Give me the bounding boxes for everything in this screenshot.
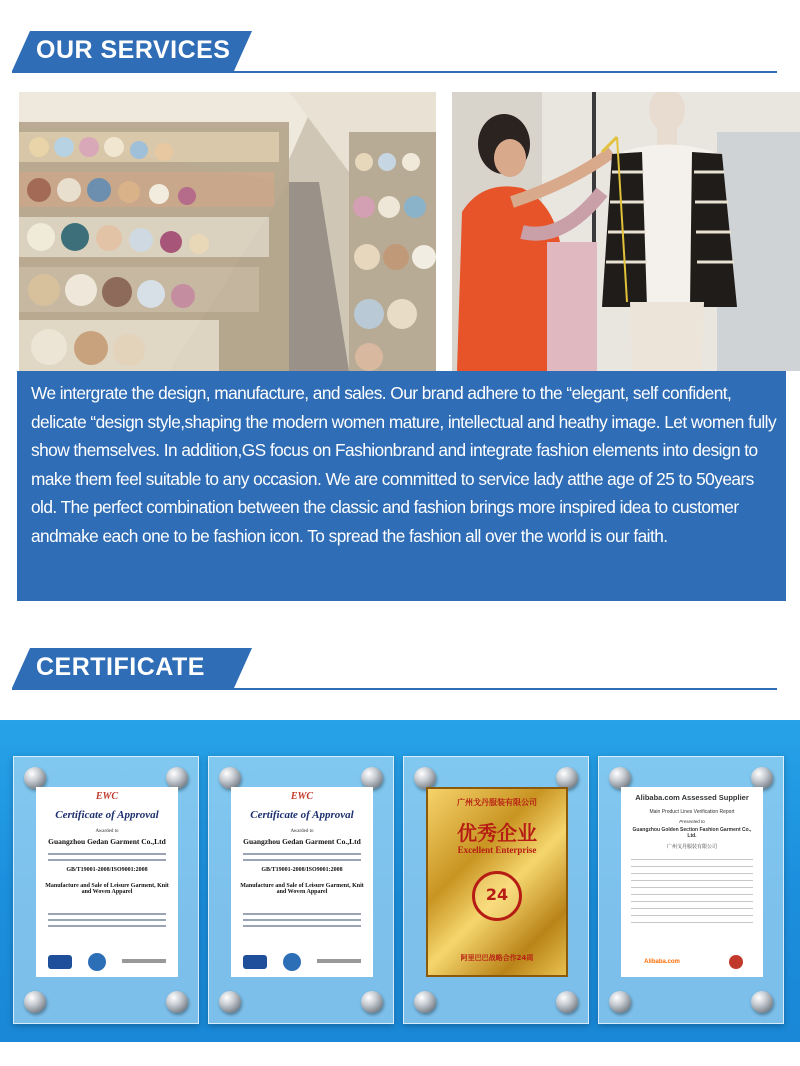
report-table-row [631,888,753,895]
frame-stud [751,767,773,789]
report-company: Guangzhou Golden Section Fashion Garment Co., Ltd. [632,827,752,839]
awarded-to-label: Awarded to [95,829,119,834]
certificate-title: Certificate of Approval [250,809,354,821]
certificate-standard: GB/T19001-2008/ISO9001:2008 [261,867,343,873]
report-table-row [631,867,753,874]
certificate-text-line [243,919,361,921]
frame-stud [361,767,383,789]
iso-certificate-paper [231,787,373,977]
plaque-company-name: 广州戈丹服装有限公司 [457,798,537,807]
frame-stud [24,767,46,789]
frame-stud [609,991,631,1013]
iso-certificate-paper [36,787,178,977]
report-presented-label: Presented to [679,819,705,824]
certificate-scope: Manufacture and Sale of Leisure Garment, Knit and Woven Apparel [240,883,364,895]
certificate-header-rule [12,688,777,690]
certificate-company: Guangzhou Gedan Garment Co.,Ltd [48,837,166,846]
certificate-text-line [48,919,166,921]
certificate-text-line [243,853,361,855]
ewc-logo: EWC [95,791,119,802]
frame-stud [414,991,436,1013]
excellent-enterprise-plaque [426,787,568,977]
accreditation-logo-icon [48,955,72,969]
report-header: Alibaba.com Assessed Supplier [635,793,749,802]
plaque-title-en: Excellent Enterprise [457,845,537,855]
plaque-badge-number: 24 [485,885,509,904]
dress-fitting-photo [452,92,800,371]
certificate-frame-3 [403,756,589,1024]
certificate-text-line [48,853,166,855]
frame-stud [414,767,436,789]
services-description: We intergrate the design, manufacture, and sales. Our brand adhere to the “elegant, self confident, delicate “design style,shaping the modern women mature, intellectual and heathy image. Let women fully show themselves. In addition,GS focus on Fashionbrand and integrate fashion elements into design to make them feel suitable to any occasion. We are committed to service lady atthe age of 25 to 50years old. The perfect combination between the classic and fashion brings more inspired idea to customer andmake each one to be fashion icon. To spread the fashion all over the world is our faith. [31,383,777,546]
certificate-text-line [243,859,361,861]
awarded-to-label: Awarded to [290,829,314,834]
signature-line [122,959,166,963]
services-description-panel [17,371,786,601]
frame-stud [166,991,188,1013]
frame-stud [609,767,631,789]
report-company-cn: 广州戈丹服装有限公司 [666,844,717,850]
certificate-header [12,648,777,692]
certificate-scope: Manufacture and Sale of Leisure Garment, Knit and Woven Apparel [45,883,169,895]
certificate-heading: CERTIFICATE [36,653,205,681]
report-table-row [631,902,753,909]
dress-fitting-illustration [452,92,800,371]
alibaba-logo: Alibaba.com [644,959,680,965]
report-table-row [631,916,753,923]
frame-stud [751,991,773,1013]
services-header [12,31,777,75]
certificate-text-line [243,913,361,915]
report-table-row [631,874,753,881]
frame-stud [166,767,188,789]
certificate-text-line [243,925,361,927]
frame-stud [556,991,578,1013]
accreditation-logo-icon [243,955,267,969]
services-header-rule [12,71,777,73]
certificate-text-line [48,913,166,915]
ewc-logo: EWC [290,791,314,802]
fabric-warehouse-illustration [19,92,436,371]
certificate-standard: GB/T19001-2008/ISO9001:2008 [66,867,148,873]
certificate-frame-4 [598,756,784,1024]
alibaba-report-paper [621,787,763,977]
plaque-title-cn: 优秀企业 [457,821,537,845]
certificate-company: Guangzhou Gedan Garment Co.,Ltd [243,837,361,846]
report-table-row [631,895,753,902]
certificate-display-band [0,720,800,1042]
iaf-logo-icon [88,953,106,971]
certificate-title: Certificate of Approval [55,809,159,821]
report-table-row [631,860,753,867]
certificate-text-line [48,859,166,861]
inspection-seal-icon [729,955,743,969]
fabric-warehouse-photo [19,92,436,371]
services-heading: OUR SERVICES [36,36,231,64]
plaque-footer: 阿里巴巴战略合作24周 [460,954,534,962]
frame-stud [361,991,383,1013]
report-table-row [631,909,753,916]
iaf-logo-icon [283,953,301,971]
certificate-frame-1 [13,756,199,1024]
certificate-text-line [48,925,166,927]
frame-stud [219,767,241,789]
certificate-frame-2 [208,756,394,1024]
report-table-row [631,853,753,860]
frame-stud [556,767,578,789]
report-table-row [631,881,753,888]
report-subtitle: Main Product Lines Verification Report [649,809,735,815]
frame-stud [24,991,46,1013]
frame-stud [219,991,241,1013]
signature-line [317,959,361,963]
